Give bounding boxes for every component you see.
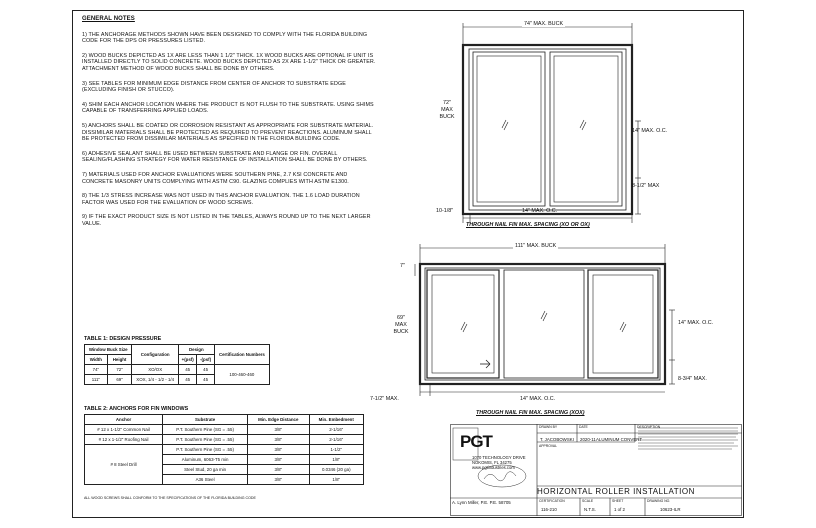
- cell-neg: 45: [197, 375, 214, 385]
- cell-substrate: P.T. Southern Pine (SG = .55): [163, 435, 248, 445]
- col-negative: -(psf): [197, 355, 214, 365]
- col-configuration: Configuration: [132, 345, 178, 365]
- xo-right-bottom: 8-1/2" MAX: [632, 183, 660, 189]
- xox-bottom-spacing: 14" MAX. O.C.: [520, 396, 556, 402]
- drawing-no-label: DRAWING NO.: [647, 499, 671, 503]
- col-embed: Min. Embedment: [309, 415, 364, 425]
- drawing-title: HORIZONTAL ROLLER INSTALLATION: [537, 487, 695, 496]
- xo-bottom-left: 10-1/8": [436, 208, 454, 214]
- cell-edge: 3/8": [248, 475, 309, 485]
- cell-anchor: # 8 Steel Drill: [85, 445, 163, 485]
- approval-label: APPROVAL: [539, 444, 558, 448]
- cell-pos: 45: [178, 365, 197, 375]
- note-4: 4) SHIM EACH ANCHOR LOCATION WHERE THE PRODUCT IS NOT FLUSH TO THE SUBSTRATE. USING SHIMS CAPABLE OF TRANSFERRING APPLIED LOADS.: [82, 101, 374, 115]
- table1-caption: TABLE 1: DESIGN PRESSURE: [84, 336, 162, 342]
- table-row: [85, 425, 364, 435]
- cell-pos: 45: [178, 375, 197, 385]
- table-row: [85, 445, 364, 455]
- drawn-by: T. JACOBOWSKI: [540, 437, 574, 442]
- cell-embed: 0.0346 (20 ga): [309, 465, 364, 475]
- xo-width-label: 74" MAX. BUCK: [524, 21, 564, 27]
- cell-embed: 1/8": [309, 475, 364, 485]
- engineer-stamp: A. Lynn Miller, P.E. P.E. 58705: [452, 500, 511, 505]
- note-9: 9) IF THE EXACT PRODUCT SIZE IS NOT LISTED IN THE TABLES, ALWAYS ROUND UP TO THE NEXT LARGER VALUE.: [82, 214, 371, 227]
- drawn-by-label: DRAWN BY: [539, 425, 558, 429]
- cell-height: 69": [107, 375, 132, 385]
- date: 2020-11: [580, 437, 596, 442]
- table2-caption: TABLE 2: ANCHORS FOR FIN WINDOWS: [84, 406, 189, 412]
- cert-number: 116-210: [541, 507, 557, 512]
- description: ALUMINUM CONVERT: [596, 437, 643, 442]
- cell-edge: 3/8": [248, 425, 309, 435]
- col-buck-size: Window Buck Size: [85, 345, 132, 355]
- sheet-label: SHEET: [612, 499, 624, 503]
- xo-window-drawing: [455, 18, 685, 230]
- xox-right-spacing: 14" MAX. O.C.: [678, 320, 714, 326]
- cell-embed: 2-1/16": [309, 435, 364, 445]
- description-label: DESCRIPTION: [637, 425, 661, 429]
- xo-bottom-spacing: 14" MAX. O.C.: [522, 208, 558, 214]
- note-2: 2) WOOD BUCKS DEPICTED AS 1X ARE LESS THAN 1 1/2" THICK. 1X WOOD BUCKS ARE OPTIONAL IF UNIT IS INSTALLED DIRECTLY TO SOLID CONCRETE. WOOD BUCKS DEPICTED AS 2X ARE 1-1/2" THICK OR GREATER. ATTACHMENT METHOD OF WOOD BUCKS SHALL BE DONE BY OTHERS.: [82, 52, 376, 72]
- cell-embed: 2-1/16": [309, 425, 364, 435]
- cell-edge: 3/8": [248, 455, 309, 465]
- cell-anchor: # 12 x 1-1/2" Roofing Nail: [85, 435, 163, 445]
- cell-width: 74": [85, 365, 108, 375]
- cell-anchor: # 12 x 1-1/2" Common Nail: [85, 425, 163, 435]
- note-8: 8) THE 1/3 STRESS INCREASE WAS NOT USED IN THIS ANCHOR EVALUATION. THE 1.6 LOAD DURATION FACTOR WAS USED FOR THE EVALUATION OF WOOD SCREWS.: [82, 193, 360, 206]
- col-substrate: Substrate: [163, 415, 248, 425]
- table-row: [85, 365, 270, 375]
- cell-edge: 3/8": [248, 445, 309, 455]
- cell-substrate: P.T. Southern Pine (SG = .55): [163, 425, 248, 435]
- cell-width: 111": [85, 375, 108, 385]
- xo-right-spacing: 14" MAX. O.C.: [632, 128, 668, 134]
- cert-label: CERTIFICATION: [539, 499, 565, 503]
- general-notes: [82, 16, 377, 235]
- note-3: 3) SEE TABLES FOR MINIMUM EDGE DISTANCE FROM CENTER OF ANCHOR TO SUBSTRATE EDGE (EXCLUDING FINISH OR STUCCO).: [82, 80, 346, 94]
- cell-edge: 3/8": [248, 435, 309, 445]
- company-logo: PGT: [460, 432, 492, 451]
- col-height: Height: [107, 355, 132, 365]
- xox-caption: THROUGH NAIL FIN MAX. SPACING (XOX): [476, 410, 585, 416]
- col-positive: +(psf): [178, 355, 197, 365]
- note-7: 7) MATERIALS USED FOR ANCHOR EVALUATIONS WERE SOUTHERN PINE, 2.7 KSI CONCRETE AND CONCRETE MASONRY UNITS COMPLYING WITH ASTM C90. GLAZING COMPLIES WITH ASTM E1300.: [82, 171, 349, 185]
- cell-substrate: Aluminum, 6063-T5 min: [163, 455, 248, 465]
- xox-right-bottom: 8-3/4" MAX.: [678, 376, 707, 382]
- note-5: 5) ANCHORS SHALL BE COATED OR CORROSION RESISTANT AS APPROPRIATE FOR SUBSTRATE MATERIAL. DISSIMILAR MATERIALS SHALL BE PROTECTED AS REQUIRED TO PREVENT REACTIONS. ALUMINUM SHALL BE PROTECTED FROM DISSIMILAR MATERIALS AS SPECIFIED IN THE FLORIDA BUILDING CODE.: [82, 122, 374, 143]
- col-edge: Min. Edge Distance: [248, 415, 309, 425]
- sheet: 1 of 2: [614, 507, 625, 512]
- col-width: Width: [85, 355, 108, 365]
- date-label: DATE: [579, 425, 588, 429]
- company-address: 1070 TECHNOLOGY DRIVE NOKOMIS, FL 34275 www.pgtindustries.com: [472, 455, 526, 470]
- xox-left-top: 7": [400, 263, 405, 269]
- cell-neg: 45: [197, 365, 214, 375]
- cell-embed: 1/8": [309, 455, 364, 465]
- scale-label: SCALE: [582, 499, 594, 503]
- table-row: [85, 435, 364, 445]
- fin-anchor-table: [84, 414, 364, 485]
- xox-bottom-left: 7-1/2" MAX.: [370, 396, 399, 402]
- notes-heading: GENERAL NOTES: [82, 16, 135, 22]
- design-pressure-table: [84, 344, 270, 385]
- cell-config: XO/OX: [132, 365, 178, 375]
- cell-edge: 3/8": [248, 465, 309, 475]
- col-design: Design: [178, 345, 214, 355]
- cell-cert: 100-460-460: [214, 365, 269, 385]
- cell-substrate: A36 Steel: [163, 475, 248, 485]
- note-1: 1) THE ANCHORAGE METHODS SHOWN HAVE BEEN DESIGNED TO COMPLY WITH THE FLORIDA BUILDING CODE FOR THE DPS OR PRESSURES LISTED.: [82, 31, 368, 45]
- table2-footnote: ALL WOOD SCREWS SHALL CONFORM TO THE SPECIFICATIONS OF THE FLORIDA BUILDING CODE: [84, 496, 256, 500]
- cell-config: XOX, 1/4 - 1/2 - 1/4: [132, 375, 178, 385]
- xo-height-label: 72" MAX BUCK: [439, 100, 455, 120]
- col-certification: Certification Numbers: [214, 345, 269, 365]
- col-anchor: Anchor: [85, 415, 163, 425]
- drawing-number: 10623-ILR: [660, 507, 681, 512]
- xox-width-label: 111" MAX. BUCK: [515, 243, 557, 249]
- cell-embed: 1-1/2": [309, 445, 364, 455]
- note-6: 6) ADHESIVE SEALANT SHALL BE USED BETWEEN SUBSTRATE AND FLANGE OR FIN. OVERALL SEALING/FLASHING STRATEGY FOR WATER RESISTANCE OF INSTALLATION SHALL BE DONE BY OTHERS.: [82, 150, 368, 164]
- xox-height-label: 69" MAX BUCK: [393, 315, 409, 335]
- cell-height: 72": [107, 365, 132, 375]
- scale: N.T.S.: [584, 507, 596, 512]
- cell-substrate: P.T. Southern Pine (SG = .55): [163, 445, 248, 455]
- xox-window-drawing: [410, 240, 710, 410]
- xo-caption: THROUGH NAIL FIN MAX. SPACING (XO OR OX): [466, 222, 590, 228]
- cell-substrate: Steel Stud, 20 ga min: [163, 465, 248, 475]
